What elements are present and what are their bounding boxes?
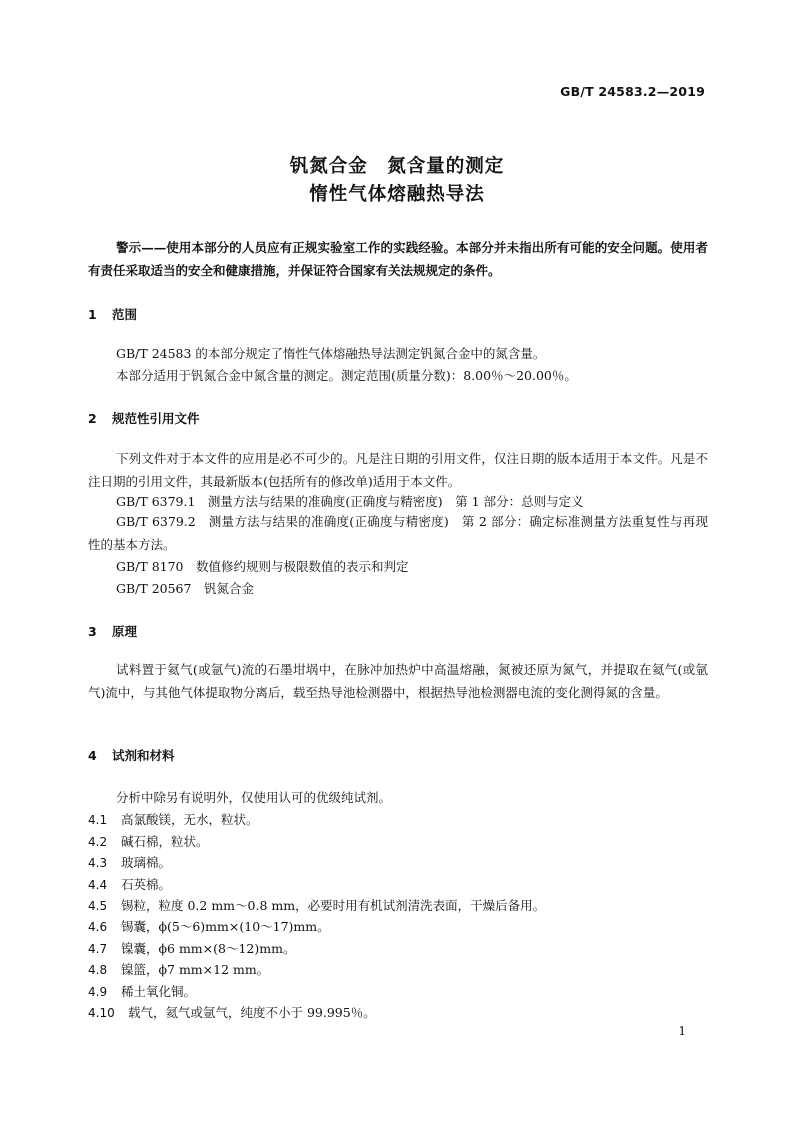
item-number: 4.2: [88, 835, 108, 849]
list-item: [88, 853, 171, 871]
list-item: [88, 832, 209, 850]
normative-refs-intro: 下列文件对于本文件的应用是必不可少的。凡是注日期的引用文件，仅注日期的版本适用于本文件。凡是不注日期的引用文件，其最新版本(包括所有的修改单)适用于本文件。: [88, 451, 708, 489]
section-title: 试剂和材料: [112, 748, 175, 763]
list-item: [88, 896, 545, 914]
warning-paragraph: 警示——使用本部分的人员应有正规实验室工作的实践经验。本部分并未指出所有可能的安全问题。使用者有责任采取适当的安全和健康措施，并保证符合国家有关法规规定的条件。: [88, 240, 708, 278]
section-number: 2: [88, 411, 97, 426]
item-number: 4.5: [88, 899, 108, 913]
list-item: [88, 939, 295, 957]
item-number: 4.1: [88, 813, 108, 827]
reagents-intro: 分析中除另有说明外，仅使用认可的优级纯试剂。: [116, 790, 392, 805]
reference-gbt-8170: GB/T 8170 数值修约规则与极限数值的表示和判定: [116, 559, 409, 574]
section-title: 规范性引用文件: [112, 411, 200, 426]
item-number: 4.9: [88, 985, 108, 999]
item-number: 4.10: [88, 1006, 115, 1020]
section-number: 4: [88, 748, 97, 763]
item-text: 石英棉。: [121, 877, 172, 892]
item-text: 镍囊，ϕ6 mm×(8～12)mm。: [121, 941, 296, 956]
section-number: 1: [88, 307, 97, 322]
list-item: [88, 982, 196, 1000]
scope-paragraph-1: GB/T 24583 的本部分规定了惰性气体熔融热导法测定钒氮合金中的氮含量。: [116, 346, 546, 361]
scope-paragraph-2: 本部分适用于钒氮合金中氮含量的测定。测定范围(质量分数)：8.00％～20.00％。: [116, 368, 577, 383]
item-number: 4.4: [88, 878, 108, 892]
list-item: [88, 810, 259, 828]
section-3-heading: [88, 622, 137, 640]
section-title: 范围: [112, 307, 138, 322]
reference-gbt-6379-2: GB/T 6379.2 测量方法与结果的准确度(正确度与精密度) 第 2 部分：确定标准测量方法重复性与再现性的基本方法。: [88, 514, 708, 552]
document-title-line1: 钒氮合金 氮含量的测定: [289, 156, 505, 177]
item-text: 碱石棉，粒状。: [121, 834, 209, 849]
standard-code: GB/T 24583.2—2019: [560, 84, 705, 99]
list-item: [88, 917, 330, 935]
item-text: 锡粒，粒度 0.2 mm～0.8 mm，必要时用有机试剂清洗表面，干燥后备用。: [121, 898, 546, 913]
reference-gbt-20567: GB/T 20567 钒氮合金: [116, 581, 254, 596]
list-item: [88, 1003, 376, 1021]
item-number: 4.8: [88, 963, 108, 977]
document-title-line2: 惰性气体熔融热导法: [309, 184, 485, 205]
section-1-heading: [88, 305, 137, 323]
item-text: 稀土氧化铜。: [121, 984, 197, 999]
reference-gbt-6379-1: GB/T 6379.1 测量方法与结果的准确度(正确度与精密度) 第 1 部分：总则与定义: [116, 494, 584, 509]
item-text: 高氯酸镁，无水，粒状。: [121, 812, 259, 827]
list-item: [88, 875, 171, 893]
item-number: 4.3: [88, 856, 108, 870]
item-text: 镍篮，ϕ7 mm×12 mm。: [121, 962, 270, 977]
item-text: 载气，氦气或氩气，纯度不小于 99.995％。: [128, 1005, 376, 1020]
item-number: 4.6: [88, 920, 108, 934]
principle-paragraph: 试料置于氦气(或氩气)流的石墨坩埚中，在脉冲加热炉中高温熔融，氮被还原为氮气，并提取在氦气(或氩气)流中，与其他气体提取物分离后，载至热导池检测器中，根据热导池检测器电流的变化测得氮的含量。: [88, 662, 708, 700]
page-number: 1: [678, 1024, 686, 1038]
section-4-heading: [88, 746, 175, 764]
section-2-heading: [88, 409, 200, 427]
item-number: 4.7: [88, 942, 108, 956]
list-item: [88, 960, 269, 978]
item-text: 锡囊，ϕ(5～6)mm×(10～17)mm。: [121, 919, 330, 934]
section-title: 原理: [112, 624, 138, 639]
section-number: 3: [88, 624, 97, 639]
item-text: 玻璃棉。: [121, 855, 172, 870]
